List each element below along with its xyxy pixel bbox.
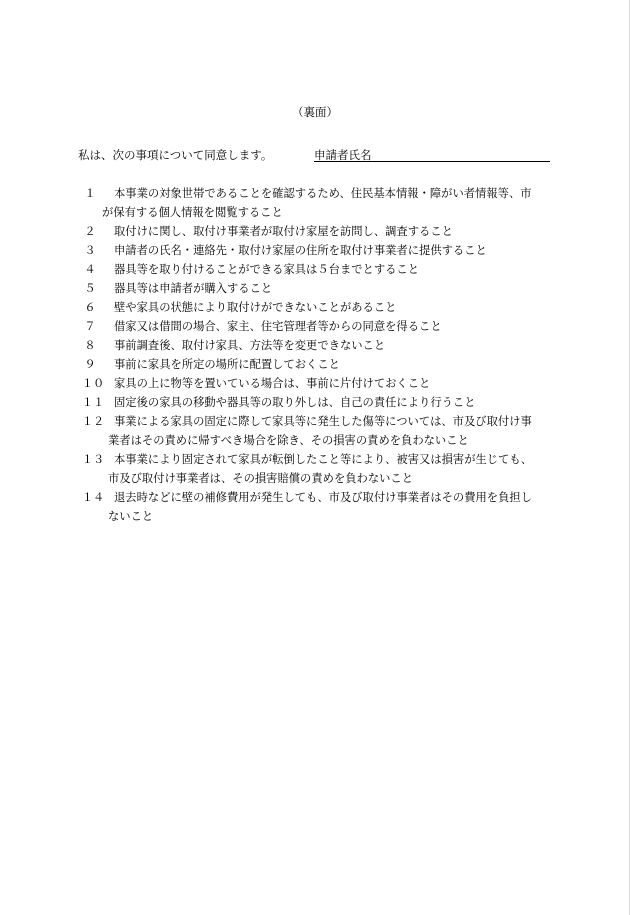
item-text (108, 374, 562, 393)
consent-item-4 (78, 260, 562, 279)
item-text-line: 家具の上に物等を置いている場合は、事前に片付けておくこと (114, 377, 431, 390)
item-text (102, 260, 562, 279)
item-text (108, 412, 562, 450)
item-text-line: 器具等を取り付けることができる家具は５台までとすること (114, 263, 420, 276)
item-text (102, 298, 562, 317)
consent-items-list (78, 184, 562, 526)
consent-item-6 (78, 298, 562, 317)
consent-item-5 (78, 279, 562, 298)
consent-item-9 (78, 355, 562, 374)
item-text-line: 事前調査後、取付け家具、方法等を変更できないこと (114, 339, 386, 352)
item-text (102, 241, 562, 260)
item-number: ３ (84, 244, 96, 257)
item-number: １ (84, 187, 96, 200)
item-text-line: 申請者の氏名・連絡先・取付け家屋の住所を取付け事業者に提供すること (114, 244, 487, 257)
consent-item-10 (78, 374, 562, 393)
consent-item-8 (78, 336, 562, 355)
consent-item-14 (78, 488, 562, 526)
applicant-signature-line (314, 161, 550, 162)
item-number: ７ (84, 320, 96, 333)
item-number: １４ (81, 491, 105, 504)
item-text-line: 本事業の対象世帯であることを確認するため、住民基本情報・障がい者情報等、市 (114, 187, 532, 200)
item-text (102, 355, 562, 374)
item-text-line: 事業による家具の固定に際して家具等に発生した傷等については、市及び取付け事 (114, 415, 532, 428)
consent-statement: 私は、次の事項について同意します。 (78, 148, 273, 162)
item-number: １２ (81, 415, 105, 428)
item-number: １１ (81, 396, 105, 409)
item-text (102, 279, 562, 298)
consent-item-12 (78, 412, 562, 450)
item-number: １３ (81, 453, 105, 466)
item-text-line: 退去時などに壁の補修費用が発生しても、市及び取付け事業者はその費用を負担し (114, 491, 532, 504)
item-text-line: 取付けに関し、取付け事業者が取付け家屋を訪問し、調査すること (114, 225, 453, 238)
item-text (108, 393, 562, 412)
item-text-line: 借家又は借間の場合、家主、住宅管理者等からの同意を得ること (114, 320, 442, 333)
item-text-line: が保有する個人情報を閲覧すること (102, 206, 283, 219)
item-text (102, 317, 562, 336)
item-text (102, 336, 562, 355)
item-number: ９ (84, 358, 96, 371)
item-text-line: 業者はその責めに帰すべき場合を除き、その損害の責めを負わないこと (108, 434, 469, 447)
consent-item-11 (78, 393, 562, 412)
item-text (108, 450, 562, 488)
item-text-line: ないこと (108, 510, 154, 523)
item-number: ８ (84, 339, 96, 352)
item-text-line: 市及び取付け事業者は、その損害賠償の責めを負わないこと (108, 472, 414, 485)
item-number: ６ (84, 301, 96, 314)
item-text (102, 222, 562, 241)
item-number: ４ (84, 263, 96, 276)
page-heading: （裏面） (292, 105, 338, 119)
item-number: ２ (84, 225, 96, 238)
item-number: ５ (84, 282, 96, 295)
consent-item-1 (78, 184, 562, 222)
consent-item-13 (78, 450, 562, 488)
item-text-line: 固定後の家具の移動や器具等の取り外しは、自己の責任により行うこと (114, 396, 476, 409)
consent-statement-row (78, 147, 558, 163)
item-text-line: 事前に家具を所定の場所に配置しておくこと (114, 358, 340, 371)
item-number: １０ (81, 377, 105, 390)
item-text-line: 壁や家具の状態により取付けができないことがあること (114, 301, 397, 314)
applicant-name-label: 申請者氏名 (314, 148, 372, 162)
item-text-line: 器具等は申請者が購入すること (114, 282, 273, 295)
consent-item-2 (78, 222, 562, 241)
item-text-line: 本事業により固定されて家具が転倒したこと等により、被害又は損害が生じても、 (114, 453, 532, 466)
consent-item-7 (78, 317, 562, 336)
consent-item-3 (78, 241, 562, 260)
item-text (102, 184, 562, 222)
item-text (108, 488, 562, 526)
